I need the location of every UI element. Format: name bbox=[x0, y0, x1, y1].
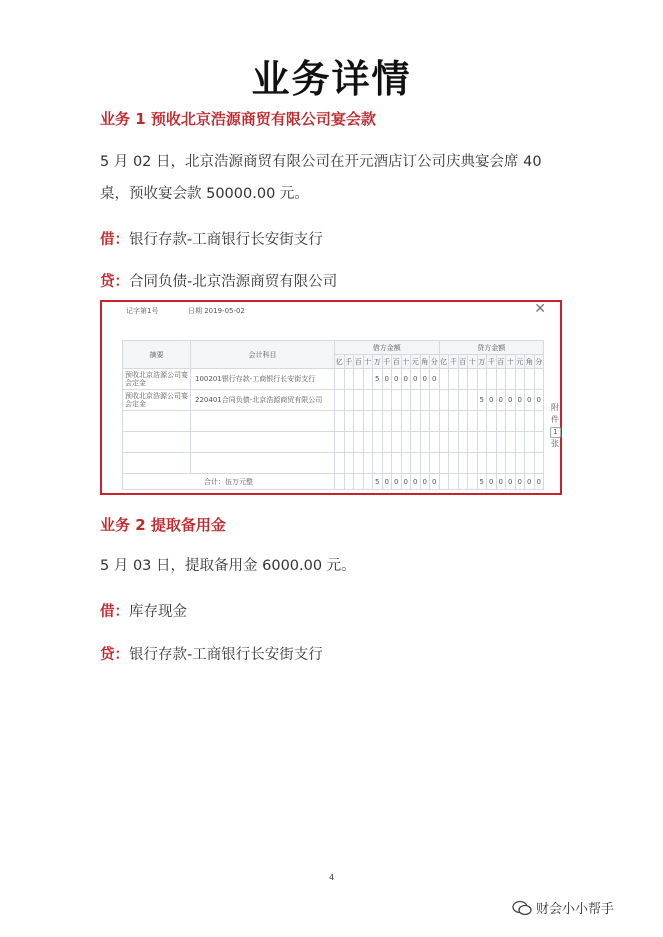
empty-cell[interactable] bbox=[477, 432, 487, 453]
empty-cell[interactable] bbox=[373, 411, 383, 432]
credit-account: 合同负债-北京浩源商贸有限公司 bbox=[129, 274, 338, 290]
debit-digit-cell[interactable] bbox=[401, 390, 411, 411]
debit-digit-cell[interactable]: 0 bbox=[430, 369, 440, 390]
credit-tag: 贷： bbox=[100, 274, 129, 290]
debit-digit-cell[interactable]: 0 bbox=[392, 369, 402, 390]
total-debit-digit: 5 bbox=[373, 474, 383, 490]
biz1-heading: 业务 1 预收北京浩源商贸有限公司宴会款 bbox=[100, 110, 376, 128]
total-debit-digit: 0 bbox=[401, 474, 411, 490]
credit-account: 银行存款-工商银行长安街支行 bbox=[129, 647, 323, 663]
empty-cell[interactable] bbox=[392, 453, 402, 474]
total-credit-digit: 0 bbox=[496, 474, 506, 490]
biz1-line2: 桌，预收宴会款 50000.00 元。 bbox=[100, 186, 309, 202]
debit-digit-cell[interactable] bbox=[363, 369, 373, 390]
credit-digit-cell[interactable] bbox=[506, 369, 516, 390]
total-label: 合计：伍万元整 bbox=[123, 474, 335, 490]
total-debit-digit bbox=[363, 474, 373, 490]
empty-cell[interactable] bbox=[191, 411, 335, 432]
empty-cell[interactable] bbox=[354, 432, 364, 453]
summary-cell[interactable]: 预收北京浩源公司宴会定金 bbox=[123, 369, 191, 390]
empty-cell[interactable] bbox=[392, 432, 402, 453]
total-debit-digit: 0 bbox=[420, 474, 430, 490]
empty-cell[interactable] bbox=[411, 453, 421, 474]
credit-digit-cell[interactable] bbox=[525, 369, 535, 390]
total-debit-digit: 0 bbox=[382, 474, 392, 490]
empty-cell[interactable] bbox=[430, 453, 440, 474]
digit-unit-header: 亿 bbox=[439, 355, 449, 369]
total-credit-digit: 0 bbox=[506, 474, 516, 490]
summary-cell[interactable]: 预收北京浩源公司宴会定金 bbox=[123, 390, 191, 411]
credit-digit-cell[interactable]: 0 bbox=[525, 390, 535, 411]
digit-unit-header: 元 bbox=[515, 355, 525, 369]
total-credit-digit bbox=[468, 474, 478, 490]
debit-digit-cell[interactable] bbox=[411, 390, 421, 411]
digit-unit-header: 元 bbox=[411, 355, 421, 369]
total-debit-digit: 0 bbox=[392, 474, 402, 490]
empty-cell[interactable] bbox=[458, 411, 468, 432]
empty-cell[interactable] bbox=[449, 432, 459, 453]
digit-unit-header: 分 bbox=[534, 355, 544, 369]
credit-tag: 贷： bbox=[100, 647, 129, 663]
header-credit: 贷方金额 bbox=[439, 341, 544, 355]
empty-cell[interactable] bbox=[191, 453, 335, 474]
digit-unit-header: 百 bbox=[496, 355, 506, 369]
credit-digit-cell[interactable]: 5 bbox=[477, 390, 487, 411]
empty-cell[interactable] bbox=[430, 432, 440, 453]
total-credit-digit: 0 bbox=[534, 474, 544, 490]
biz1-credit-entry bbox=[100, 270, 337, 291]
table-row[interactable] bbox=[123, 432, 544, 453]
empty-cell[interactable] bbox=[373, 453, 383, 474]
voucher-date: 日期 2019-05-02 bbox=[188, 307, 245, 315]
table-row[interactable] bbox=[123, 411, 544, 432]
biz1-description bbox=[100, 146, 570, 210]
empty-cell[interactable] bbox=[344, 411, 354, 432]
empty-cell[interactable] bbox=[420, 453, 430, 474]
debit-digit-cell[interactable]: 0 bbox=[382, 369, 392, 390]
header-debit: 借方金额 bbox=[335, 341, 440, 355]
credit-digit-cell[interactable] bbox=[458, 390, 468, 411]
digit-unit-header: 百 bbox=[392, 355, 402, 369]
empty-cell[interactable] bbox=[382, 432, 392, 453]
total-debit-digit bbox=[344, 474, 354, 490]
empty-cell[interactable] bbox=[363, 411, 373, 432]
voucher-table bbox=[122, 340, 544, 490]
digit-unit-header: 万 bbox=[373, 355, 383, 369]
page-number: 4 bbox=[328, 873, 335, 882]
empty-cell[interactable] bbox=[506, 453, 516, 474]
credit-digit-cell[interactable] bbox=[477, 369, 487, 390]
biz1-line1: 5 月 02 日，北京浩源商贸有限公司在开元酒店订公司庆典宴会席 40 bbox=[100, 154, 542, 170]
digit-unit-header: 分 bbox=[430, 355, 440, 369]
debit-digit-cell[interactable] bbox=[354, 390, 364, 411]
total-debit-digit: 0 bbox=[430, 474, 440, 490]
attachment-count bbox=[550, 402, 560, 450]
empty-cell[interactable] bbox=[506, 432, 516, 453]
total-debit-digit bbox=[335, 474, 345, 490]
empty-cell[interactable] bbox=[534, 432, 544, 453]
total-credit-digit bbox=[458, 474, 468, 490]
empty-cell[interactable] bbox=[449, 453, 459, 474]
empty-cell[interactable] bbox=[487, 432, 497, 453]
empty-cell[interactable] bbox=[382, 453, 392, 474]
empty-cell[interactable] bbox=[458, 432, 468, 453]
credit-digit-cell[interactable]: 0 bbox=[496, 390, 506, 411]
total-credit-digit: 5 bbox=[477, 474, 487, 490]
total-credit-digit bbox=[439, 474, 449, 490]
account-cell[interactable]: 100201银行存款-工商银行长安街支行 bbox=[191, 369, 335, 390]
empty-cell[interactable] bbox=[411, 411, 421, 432]
digit-unit-header: 亿 bbox=[335, 355, 345, 369]
empty-cell[interactable] bbox=[344, 453, 354, 474]
biz2-debit-entry bbox=[100, 600, 187, 621]
debit-digit-cell[interactable]: 0 bbox=[411, 369, 421, 390]
debit-digit-cell[interactable] bbox=[344, 390, 354, 411]
attach-count-input[interactable]: 1 bbox=[550, 427, 561, 438]
digit-unit-header: 千 bbox=[382, 355, 392, 369]
debit-digit-cell[interactable] bbox=[363, 390, 373, 411]
debit-digit-cell[interactable] bbox=[382, 390, 392, 411]
header-account: 会计科目 bbox=[191, 341, 335, 369]
empty-cell[interactable] bbox=[354, 453, 364, 474]
debit-digit-cell[interactable] bbox=[335, 369, 345, 390]
empty-cell[interactable] bbox=[506, 411, 516, 432]
empty-cell[interactable] bbox=[496, 453, 506, 474]
empty-cell[interactable] bbox=[401, 453, 411, 474]
credit-digit-cell[interactable] bbox=[449, 369, 459, 390]
digit-unit-header: 十 bbox=[401, 355, 411, 369]
total-debit-digit: 0 bbox=[411, 474, 421, 490]
empty-cell[interactable] bbox=[430, 411, 440, 432]
credit-digit-cell[interactable] bbox=[439, 369, 449, 390]
empty-cell[interactable] bbox=[468, 411, 478, 432]
empty-cell[interactable] bbox=[363, 453, 373, 474]
empty-cell[interactable] bbox=[420, 432, 430, 453]
table-row[interactable] bbox=[123, 369, 544, 390]
empty-cell[interactable] bbox=[123, 432, 191, 453]
debit-digit-cell[interactable] bbox=[354, 369, 364, 390]
debit-tag: 借： bbox=[100, 604, 129, 620]
total-credit-digit: 0 bbox=[525, 474, 535, 490]
table-row[interactable] bbox=[123, 390, 544, 411]
credit-digit-cell[interactable]: 0 bbox=[506, 390, 516, 411]
credit-digit-cell[interactable]: 0 bbox=[515, 390, 525, 411]
biz2-description bbox=[100, 550, 570, 582]
attach-label: 件 bbox=[551, 415, 559, 424]
digit-unit-header: 十 bbox=[468, 355, 478, 369]
empty-cell[interactable] bbox=[449, 411, 459, 432]
digit-unit-header: 十 bbox=[506, 355, 516, 369]
credit-digit-cell[interactable] bbox=[458, 369, 468, 390]
debit-digit-cell[interactable] bbox=[392, 390, 402, 411]
debit-digit-cell[interactable]: 0 bbox=[401, 369, 411, 390]
close-icon[interactable]: ✕ bbox=[534, 301, 546, 317]
empty-cell[interactable] bbox=[123, 411, 191, 432]
empty-cell[interactable] bbox=[335, 411, 345, 432]
credit-digit-cell[interactable] bbox=[487, 369, 497, 390]
debit-digit-cell[interactable]: 5 bbox=[373, 369, 383, 390]
empty-cell[interactable] bbox=[373, 432, 383, 453]
empty-cell[interactable] bbox=[401, 432, 411, 453]
credit-digit-cell[interactable] bbox=[515, 369, 525, 390]
header-summary: 摘要 bbox=[123, 341, 191, 369]
digit-unit-header: 百 bbox=[354, 355, 364, 369]
table-row[interactable] bbox=[123, 453, 544, 474]
total-row bbox=[123, 474, 544, 490]
empty-cell[interactable] bbox=[515, 411, 525, 432]
credit-digit-cell[interactable]: 0 bbox=[534, 390, 544, 411]
empty-cell[interactable] bbox=[382, 411, 392, 432]
empty-cell[interactable] bbox=[477, 411, 487, 432]
biz2-heading: 业务 2 提取备用金 bbox=[100, 516, 226, 534]
credit-digit-cell[interactable] bbox=[496, 369, 506, 390]
voucher-screenshot bbox=[100, 300, 562, 495]
empty-cell[interactable] bbox=[468, 432, 478, 453]
credit-digit-cell[interactable] bbox=[439, 390, 449, 411]
debit-digit-cell[interactable] bbox=[335, 390, 345, 411]
digit-unit-header: 十 bbox=[363, 355, 373, 369]
digit-unit-header: 千 bbox=[487, 355, 497, 369]
digit-unit-header: 角 bbox=[525, 355, 535, 369]
empty-cell[interactable] bbox=[525, 411, 535, 432]
digit-unit-header: 千 bbox=[449, 355, 459, 369]
empty-cell[interactable] bbox=[496, 432, 506, 453]
credit-digit-cell[interactable] bbox=[449, 390, 459, 411]
empty-cell[interactable] bbox=[411, 432, 421, 453]
empty-cell[interactable] bbox=[515, 453, 525, 474]
empty-cell[interactable] bbox=[477, 453, 487, 474]
debit-digit-cell[interactable] bbox=[373, 390, 383, 411]
empty-cell[interactable] bbox=[420, 411, 430, 432]
credit-digit-cell[interactable] bbox=[468, 390, 478, 411]
debit-digit-cell[interactable] bbox=[420, 390, 430, 411]
empty-cell[interactable] bbox=[487, 411, 497, 432]
total-credit-digit: 0 bbox=[487, 474, 497, 490]
credit-digit-cell[interactable] bbox=[534, 369, 544, 390]
account-cell[interactable]: 220401合同负债-北京浩源商贸有限公司 bbox=[191, 390, 335, 411]
empty-cell[interactable] bbox=[515, 432, 525, 453]
empty-cell[interactable] bbox=[468, 453, 478, 474]
empty-cell[interactable] bbox=[496, 411, 506, 432]
voucher-number: 记字第1号 bbox=[126, 307, 159, 315]
empty-cell[interactable] bbox=[439, 432, 449, 453]
empty-cell[interactable] bbox=[487, 453, 497, 474]
total-debit-digit bbox=[354, 474, 364, 490]
attach-label: 张 bbox=[551, 439, 559, 448]
total-credit-digit bbox=[449, 474, 459, 490]
empty-cell[interactable] bbox=[335, 432, 345, 453]
empty-cell[interactable] bbox=[191, 432, 335, 453]
page-title: 业务详情 bbox=[251, 57, 412, 101]
empty-cell[interactable] bbox=[344, 432, 354, 453]
watermark-text: 财会小小帮手 bbox=[536, 902, 615, 917]
empty-cell[interactable] bbox=[401, 411, 411, 432]
digit-unit-header: 百 bbox=[458, 355, 468, 369]
empty-cell[interactable] bbox=[439, 411, 449, 432]
debit-account: 库存现金 bbox=[129, 604, 187, 620]
biz2-line1: 5 月 03 日，提取备用金 6000.00 元。 bbox=[100, 558, 356, 574]
debit-digit-cell[interactable]: 0 bbox=[420, 369, 430, 390]
empty-cell[interactable] bbox=[458, 453, 468, 474]
empty-cell[interactable] bbox=[525, 453, 535, 474]
debit-account: 银行存款-工商银行长安街支行 bbox=[129, 232, 323, 248]
empty-cell[interactable] bbox=[392, 411, 402, 432]
empty-cell[interactable] bbox=[335, 453, 345, 474]
wechat-icon bbox=[512, 900, 532, 916]
biz2-credit-entry bbox=[100, 643, 323, 664]
biz1-debit-entry bbox=[100, 228, 323, 249]
watermark bbox=[512, 898, 614, 917]
empty-cell[interactable] bbox=[525, 432, 535, 453]
debit-digit-cell[interactable] bbox=[344, 369, 354, 390]
empty-cell[interactable] bbox=[123, 453, 191, 474]
empty-cell[interactable] bbox=[363, 432, 373, 453]
digit-unit-header: 角 bbox=[420, 355, 430, 369]
attach-label: 附 bbox=[551, 403, 559, 412]
digit-unit-header: 万 bbox=[477, 355, 487, 369]
empty-cell[interactable] bbox=[354, 411, 364, 432]
empty-cell[interactable] bbox=[439, 453, 449, 474]
table-header-row bbox=[123, 341, 544, 355]
digit-unit-header: 千 bbox=[344, 355, 354, 369]
debit-tag: 借： bbox=[100, 232, 129, 248]
empty-cell[interactable] bbox=[534, 453, 544, 474]
credit-digit-cell[interactable]: 0 bbox=[487, 390, 497, 411]
empty-cell[interactable] bbox=[534, 411, 544, 432]
total-credit-digit: 0 bbox=[515, 474, 525, 490]
credit-digit-cell[interactable] bbox=[468, 369, 478, 390]
debit-digit-cell[interactable] bbox=[430, 390, 440, 411]
